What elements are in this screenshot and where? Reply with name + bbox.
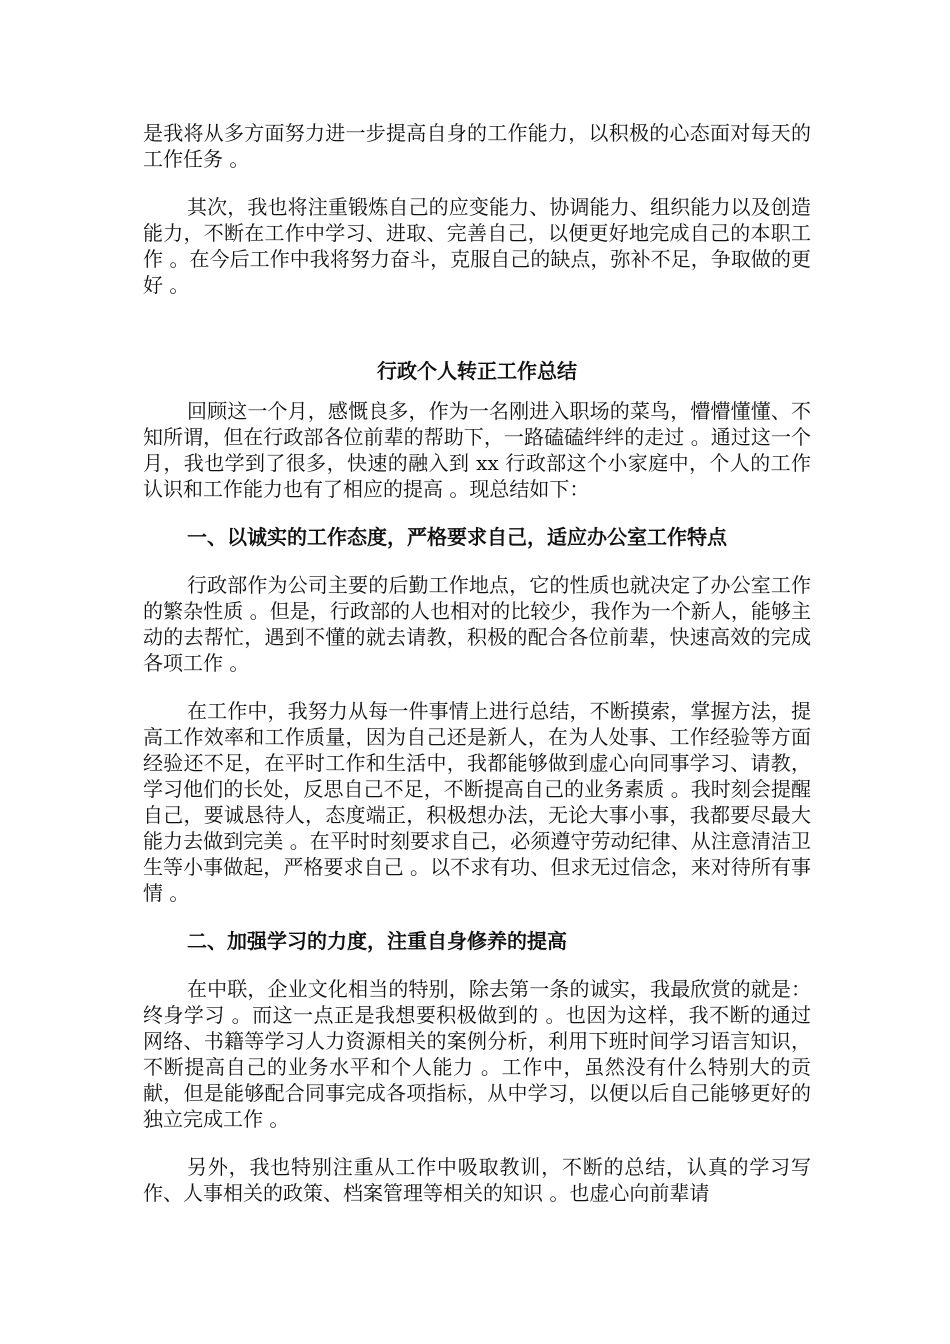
- section-2-paragraph-2: 另外，我也特别注重从工作中吸取教训，不断的总结，认真的学习写作、人事相关的政策、档案管理等相关的知识 。也虚心向前辈请: [143, 1155, 811, 1205]
- opening-paragraph: 回顾这一个月，感慨良多，作为一名刚进入职场的菜鸟，懵懵懂懂、不知所谓，但在行政部各位前辈的帮助下，一路磕磕绊绊的走过 。通过这一个月，我也学到了很多，快速的融入到 xx 行政部这个小家庭中，个人的工作认识和工作能力也有了相应的提高 。现总结如下：: [143, 399, 811, 501]
- intro-paragraph-2: 其次，我也将注重锻炼自己的应变能力、协调能力、组织能力以及创造能力，不断在工作中学习、进取、完善自己，以便更好地完成自己的本职工作 。在今后工作中我将努力奋斗，克服自己的缺点，弥补不足，争取做的更好 。: [143, 195, 811, 297]
- section-1-paragraph-2: 在工作中，我努力从每一件事情上进行总结，不断摸索，掌握方法，提高工作效率和工作质量，因为自己还是新人，在为人处事、工作经验等方面经验还不足，在平时工作和生活中，我都能够做到虚心向同事学习、请教，学习他们的长处，反思自己不足，不断提高自己的业务素质 。我时刻会提醒自己，要诚恳待人，态度端正，积极想办法，无论大事小事，我都要尽最大能力去做到完美 。在平时时刻要求自己，必须遵守劳动纪律、从注意清洁卫生等小事做起，严格要求自己 。以不求有功、但求无过信念，来对待所有事情 。: [143, 699, 811, 905]
- section-1-heading: 一、以诚实的工作态度，严格要求自己，适应办公室工作特点: [187, 525, 727, 549]
- section-2-paragraph-1: 在中联，企业文化相当的特别，除去第一条的诚实，我最欣赏的就是：终身学习 。而这一点正是我想要积极做到的 。也因为这样，我不断的通过网络、书籍等学习人力资源相关的案例分析，利用下班时间学习语言知识，不断提高自己的业务水平和个人能力 。工作中，虽然没有什么特别大的贡献，但是能够配合同事完成各项指标，从中学习，以便以后自己能够更好的独立完成工作 。: [143, 977, 811, 1131]
- document-title: 行政个人转正工作总结: [377, 359, 577, 383]
- section-1-paragraph-1: 行政部作为公司主要的后勤工作地点，它的性质也就决定了办公室工作的繁杂性质 。但是，行政部的人也相对的比较少，我作为一个新人，能够主动的去帮忙，遇到不懂的就去请教，积极的配合各位前辈，快速高效的完成各项工作 。: [143, 573, 811, 675]
- document-page: [143, 120, 811, 1228]
- intro-paragraph-1: 是我将从多方面努力进一步提高自身的工作能力，以积极的心态面对每天的工作任务 。: [143, 121, 811, 171]
- section-2-heading: 二、加强学习的力度，注重自身修养的提高: [187, 929, 567, 953]
